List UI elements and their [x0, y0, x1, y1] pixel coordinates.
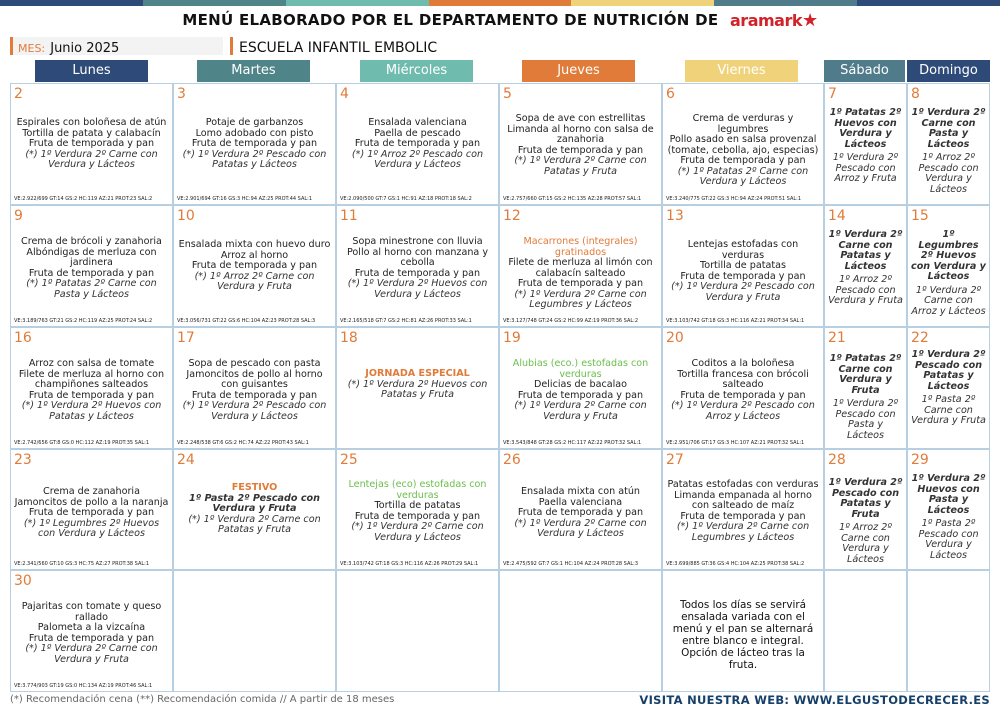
nutrition-info: VE:3.699/885 GT:36 GS:4 HC:104 AZ:25 PROT:38 SAL:2 — [666, 561, 805, 567]
day-cell — [10, 570, 173, 692]
dinner-recommendation: 1º Pasta 2º Carne con Verdura y Fruta — [911, 394, 986, 426]
menu-content — [911, 230, 986, 317]
dish: Pajaritas con tomate y queso rallado — [21, 601, 162, 623]
dish: Fruta de temporada y pan — [517, 507, 644, 518]
weekend-cell — [824, 327, 907, 449]
day-number: 21 — [828, 330, 846, 346]
nutrition-info: VE:2.248/538 GT:6 GS:2 HC:74 AZ:22 PROT:43 SAL:1 — [177, 440, 309, 446]
empty-cell — [336, 570, 499, 692]
day-cell — [10, 83, 173, 205]
dish: Fruta de temporada y pan — [680, 510, 806, 522]
nutrition-info: VE:2.475/592 GT:7 GS:1 HC:104 AZ:24 PROT:28 SAL:3 — [503, 561, 639, 567]
day-number: 8 — [911, 86, 920, 102]
day-number: 3 — [177, 86, 186, 102]
dish: Limanda empanada al horno con salteado de maíz — [674, 489, 812, 511]
dish: Paella valenciana — [538, 496, 623, 508]
menu-content — [14, 118, 169, 171]
day-cell — [173, 83, 336, 205]
dish: Fruta de temporada y pan — [680, 270, 806, 282]
menu-content — [177, 118, 332, 171]
dish: Albóndigas de merluza con jardinera — [26, 246, 157, 268]
day-cell — [173, 449, 336, 570]
weekend-cell — [907, 449, 990, 570]
day-header-jueves: Jueves — [522, 60, 635, 82]
nutrition-info: VE:3.056/731 GT:22 GS:6 HC:104 AZ:23 PROT:28 SAL:3 — [177, 318, 316, 324]
dish: Fruta de temporada y pan — [28, 389, 155, 401]
empty-cell — [907, 570, 990, 692]
menu-content — [340, 369, 495, 401]
day-cell — [662, 327, 824, 449]
menu-content — [828, 230, 903, 307]
weekend-cell — [907, 205, 990, 327]
day-header-domingo: Domingo — [907, 60, 990, 82]
dish: Filete de merluza al horno con champiñones salteados — [18, 368, 165, 390]
dish: Jamoncitos de pollo a la naranja — [14, 496, 169, 508]
top-color-bar — [0, 0, 1000, 6]
nutrition-info: VE:3.189/763 GT:21 GS:2 HC:119 AZ:25 PROT:24 SAL:2 — [14, 318, 153, 324]
dinner-recommendation: 1º Verdura 2º Pescado con Arroz y Fruta — [832, 152, 899, 184]
day-number: 14 — [828, 208, 846, 224]
day-cell — [10, 327, 173, 449]
day-cell — [499, 327, 662, 449]
dinner-recommendation: (*) 1º Verdura 2º Pescado con Verdura y Fruta — [671, 281, 815, 303]
dish: Tortilla de patatas — [374, 500, 461, 511]
day-cell — [662, 205, 824, 327]
dish: Crema de brócoli y zanahoria — [21, 236, 162, 247]
day-header-sabado: Sábado — [824, 60, 905, 82]
menu-content — [340, 237, 495, 300]
dinner-recommendation: (*) 1º Verdura 2º Carne con Verdura y Fruta — [25, 643, 158, 665]
day-number: 29 — [911, 452, 929, 468]
lunch-recommendation: 1º Verdura 2º Carne con Patatas y Lácteos — [828, 229, 903, 272]
lunch-recommendation: 1º Pasta 2º Pescado con Verdura y Fruta — [189, 492, 320, 514]
menu-content — [177, 483, 332, 536]
nutrition-info: VE:2.165/518 GT:7 GS:2 HC:81 AZ:26 PROT:33 SAL:1 — [340, 318, 472, 324]
dish: Arroz con salsa de tomate — [28, 358, 155, 369]
menu-content — [14, 359, 169, 422]
month-box — [10, 37, 223, 55]
day-number: 27 — [666, 452, 684, 468]
menu-content — [340, 118, 495, 171]
nutrition-info: VE:3.543/848 GT:28 GS:2 HC:117 AZ:22 PROT:32 SAL:1 — [503, 440, 642, 446]
menu-content — [503, 114, 658, 177]
weekend-cell — [907, 327, 990, 449]
dish: Delicias de bacalao — [533, 379, 628, 390]
dish: Crema de zanahoria — [43, 486, 140, 497]
nutrition-info: VE:2.742/656 GT:8 GS:0 HC:112 AZ:19 PROT:35 SAL:1 — [14, 440, 150, 446]
dish: Espirales con boloñesa de atún — [16, 117, 167, 128]
weekend-cell — [824, 83, 907, 205]
menu-content — [666, 359, 820, 422]
dish: Patatas estofadas con verduras — [667, 479, 819, 490]
nutrition-info: VE:2.757/660 GT:15 GS:2 HC:135 AZ:28 PROT:57 SAL:1 — [503, 196, 642, 202]
dinner-recommendation: (*) 1º Verdura 2º Carne con Patatas y Fruta — [188, 513, 321, 535]
day-number: 18 — [340, 330, 358, 346]
day-cell — [173, 205, 336, 327]
dinner-recommendation: 1º Pasta 2º Pescado con Verdura y Lácteos — [918, 518, 979, 561]
dish: Filete de merluza al limón con calabacín salteado — [508, 257, 653, 279]
day-number: 4 — [340, 86, 349, 102]
day-number: 28 — [828, 452, 846, 468]
dinner-recommendation: (*) 1º Verdura 2º Carne con Legumbres y Lácteos — [676, 521, 810, 543]
dish: Fruta de temporada y pan — [191, 260, 318, 271]
dinner-recommendation: (*) 1º Patatas 2º Carne con Pasta y Lácteos — [26, 278, 157, 300]
holiday-label: FESTIVO — [231, 482, 278, 493]
dinner-recommendation: (*) 1º Verdura 2º Huevos con Patatas y Lácteos — [21, 400, 162, 422]
dish: Ensalada mixta con huevo duro — [178, 239, 331, 250]
dinner-recommendation: 1º Verdura 2º Carne con Arroz y Lácteos — [911, 284, 986, 317]
day-cell — [662, 449, 824, 570]
day-header-martes: Martes — [197, 60, 310, 82]
day-number: 23 — [14, 452, 32, 468]
day-cell — [10, 449, 173, 570]
dish: Fruta de temporada y pan — [517, 389, 644, 401]
dish: Fruta de temporada y pan — [680, 389, 806, 401]
lunch-recommendation: 1º Patatas 2º Huevos con Verdura y Lácteos — [829, 107, 902, 150]
website-link[interactable]: VISITA NUESTRA WEB: WWW.ELGUSTODECRECER.ES — [639, 693, 990, 707]
menu-content — [828, 478, 903, 565]
day-cell — [10, 205, 173, 327]
day-number: 25 — [340, 452, 358, 468]
day-cell — [336, 205, 499, 327]
menu-content — [911, 350, 986, 427]
day-number: 2 — [14, 86, 23, 102]
dinner-recommendation: (*) 1º Verdura 2º Carne con Legumbres y Lácteos — [514, 288, 647, 310]
lunch-recommendation: 1º Verdura 2º Pescado con Patatas y Fruta — [828, 477, 903, 520]
dish-organic: Lentejas (eco) estofadas con verduras — [348, 479, 487, 501]
day-number: 7 — [828, 86, 837, 102]
dish: Paella de pescado — [374, 127, 461, 139]
dinner-recommendation: (*) 1º Verdura 2º Carne con Verdura y Lácteos — [25, 148, 158, 170]
day-number: 5 — [503, 86, 512, 102]
nutrition-info: VE:3.103/742 GT:18 GS:3 HC:116 AZ:21 PROT:34 SAL:1 — [666, 318, 805, 324]
menu-content — [177, 359, 332, 422]
dinner-recommendation: (*) 1º Verdura 2º Carne con Verdura y Lácteos — [514, 517, 647, 539]
dish: Fruta de temporada y pan — [28, 267, 155, 279]
nutrition-info: VE:3.240/775 GT:22 GS:3 HC:94 AZ:24 PROT:51 SAL:1 — [666, 196, 802, 202]
nutrition-info: VE:2.090/500 GT:7 GS:1 HC:91 AZ:18 PROT:18 SAL:2 — [340, 196, 472, 202]
school-box — [230, 37, 993, 55]
menu-content — [14, 237, 169, 300]
dinner-recommendation: (*) 1º Verdura 2º Huevos con Verdura y Lácteos — [347, 278, 488, 300]
empty-cell — [824, 570, 907, 692]
dish: Potaje de garbanzos — [205, 117, 304, 128]
menu-content — [14, 487, 169, 540]
dish: Pollo al horno con manzana y cebolla — [346, 246, 489, 268]
nutrition-info: VE:2.951/706 GT:17 GS:3 HC:107 AZ:21 PROT:32 SAL:1 — [666, 440, 805, 446]
dish: Lomo adobado con pisto — [195, 127, 314, 139]
dinner-recommendation: (*) 1º Verdura 2º Pescado con Verdura y Lácteos — [182, 400, 327, 422]
dinner-recommendation: (*) 1º Verdura 2º Pescado con Patatas y Lácteos — [182, 148, 327, 170]
menu-content — [911, 108, 986, 195]
month-value: Junio 2025 — [50, 41, 120, 56]
menu-content — [503, 359, 658, 422]
dinner-recommendation: (*) 1º Legumbres 2º Huevos con Verdura y Lácteos — [23, 517, 160, 539]
dish: Limanda al horno con salsa de zanahoria — [507, 123, 654, 145]
dish: Fruta de temporada y pan — [28, 632, 155, 644]
day-number: 26 — [503, 452, 521, 468]
weekend-cell — [824, 205, 907, 327]
dish: Tortilla de patatas — [699, 260, 787, 271]
lunch-recommendation: 1º Legumbres 2º Huevos con Verdura y Lácteos — [911, 229, 986, 282]
weekend-cell — [907, 83, 990, 205]
lunch-recommendation: 1º Patatas 2º Carne con Verdura y Fruta — [829, 353, 902, 396]
dish: Fruta de temporada y pan — [354, 138, 481, 149]
menu-content — [666, 114, 820, 188]
dinner-recommendation: (*) 1º Verdura 2º Carne con Patatas y Fruta — [514, 155, 647, 177]
day-number: 19 — [503, 330, 521, 346]
day-cell — [336, 327, 499, 449]
dish: Coditos a la boloñesa — [691, 358, 795, 369]
dinner-recommendation: (*) 1º Arroz 2º Carne con Verdura y Fruta — [194, 270, 315, 292]
day-cell — [336, 83, 499, 205]
dish: Fruta de temporada y pan — [354, 510, 481, 522]
dish: Ensalada mixta con atún — [520, 486, 641, 497]
aramark-logo: aramark★ — [730, 10, 818, 31]
dish: Jamoncitos de pollo al horno con guisantes — [186, 368, 323, 390]
empty-cell — [173, 570, 336, 692]
day-header-lunes: Lunes — [35, 60, 148, 82]
page-title: MENÚ ELABORADO POR EL DEPARTAMENTO DE NUTRICIÓN DE aramark★ — [182, 10, 818, 31]
lunch-recommendation: 1º Verdura 2º Carne con Pasta y Lácteos — [911, 107, 986, 150]
lunch-recommendation: 1º Verdura 2º Huevos con Pasta y Lácteos — [911, 473, 986, 516]
dish: Fruta de temporada y pan — [680, 155, 806, 166]
day-number: 20 — [666, 330, 684, 346]
dinner-recommendation: (*) 1º Verdura 2º Pescado con Arroz y Lácteos — [671, 400, 815, 422]
menu-content — [828, 354, 903, 441]
day-cell — [499, 205, 662, 327]
day-number: 13 — [666, 208, 684, 224]
menu-content — [14, 602, 169, 665]
dinner-recommendation: (*) 1º Arroz 2º Pescado con Verdura y Lácteos — [351, 148, 484, 170]
day-header-miercoles: Miércoles — [360, 60, 473, 82]
nutrition-info: VE:3.127/748 GT:24 GS:2 HC:99 AZ:19 PROT:36 SAL:2 — [503, 318, 639, 324]
menu-content — [666, 480, 820, 543]
dinner-recommendation: 1º Verdura 2º Pescado con Pasta y Lácteos — [832, 398, 899, 441]
day-cell — [499, 83, 662, 205]
dish: Sopa de ave con estrellitas — [515, 113, 646, 124]
dish: Ensalada valenciana — [368, 117, 467, 128]
day-header-viernes: Viernes — [685, 60, 798, 82]
day-number: 10 — [177, 208, 195, 224]
dinner-recommendation: (*) 1º Patatas 2º Carne con Verdura y Lácteos — [677, 165, 809, 187]
dinner-recommendation: 1º Arroz 2º Pescado con Verdura y Fruta — [828, 274, 903, 306]
day-number: 6 — [666, 86, 675, 102]
day-cell — [173, 327, 336, 449]
lunch-recommendation: 1º Verdura 2º Pescado con Patatas y Lácteos — [911, 349, 986, 392]
month-label: MES: — [18, 42, 46, 55]
dish: Fruta de temporada y pan — [28, 507, 155, 518]
dish-organic: Alubias (eco.) estofadas con verduras — [512, 358, 649, 380]
day-number: 11 — [340, 208, 358, 224]
day-number: 15 — [911, 208, 929, 224]
dish: Fruta de temporada y pan — [191, 138, 318, 149]
dinner-recommendation: (*) 1º Verdura 2º Huevos con Patatas y Fruta — [347, 378, 488, 400]
day-cell — [499, 449, 662, 570]
menu-content — [503, 487, 658, 540]
day-cell — [662, 83, 824, 205]
dish: Fruta de temporada y pan — [191, 389, 318, 401]
nutrition-info: VE:2.922/699 GT:14 GS:2 HC:119 AZ:21 PROT:23 SAL:2 — [14, 196, 153, 202]
special-day-label: JORNADA ESPECIAL — [365, 368, 470, 379]
dinner-recommendation: 1º Arroz 2º Pescado con Verdura y Lácteos — [918, 152, 979, 195]
dinner-recommendation: (*) 1º Verdura 2º Carne con Verdura y Lácteos — [351, 521, 484, 543]
day-number: 30 — [14, 573, 32, 589]
dish: Sopa de pescado con pasta — [188, 358, 321, 369]
dish: Pollo asado en salsa provenzal (tomate, cebolla, ajo, especias) — [667, 134, 819, 156]
day-number: 24 — [177, 452, 195, 468]
dish: Crema de verduras y legumbres — [692, 113, 794, 135]
dish: Tortilla de patata y calabacín — [22, 127, 161, 139]
dish: Arroz al horno — [220, 249, 289, 261]
menu-content — [503, 237, 658, 311]
dish: Palometa a la vizcaína — [37, 622, 146, 633]
dish: Fruta de temporada y pan — [517, 144, 644, 156]
dish: Fruta de temporada y pan — [354, 267, 481, 279]
info-text: Todos los días se servirá ensalada variada con el menú y el pan se alternará entre blanco e integral. Opción de lácteo tras la fruta. — [672, 599, 814, 671]
day-number: 16 — [14, 330, 32, 346]
day-number: 12 — [503, 208, 521, 224]
weekend-cell — [824, 449, 907, 570]
menu-content — [666, 240, 820, 303]
dish-organic: Macarrones (integrales) gratinados — [523, 236, 638, 258]
empty-cell — [499, 570, 662, 692]
day-cell — [336, 449, 499, 570]
nutrition-info: VE:3.103/742 GT:18 GS:3 HC:116 AZ:26 PROT:29 SAL:1 — [340, 561, 479, 567]
day-number: 17 — [177, 330, 195, 346]
school-name: ESCUELA INFANTIL EMBOLIC — [239, 40, 438, 56]
nutrition-info: VE:2.901/694 GT:16 GS:3 HC:94 AZ:25 PROT:44 SAL:1 — [177, 196, 313, 202]
dish: Fruta de temporada y pan — [28, 138, 155, 149]
menu-content — [911, 474, 986, 561]
dish: Sopa minestrone con lluvia — [352, 236, 483, 247]
dish: Lentejas estofadas con verduras — [687, 239, 799, 261]
dish: Fruta de temporada y pan — [517, 278, 644, 289]
day-number: 9 — [14, 208, 23, 224]
menu-content — [340, 480, 495, 543]
dish: Tortilla francesa con brócoli salteado — [677, 368, 809, 390]
menu-content — [828, 108, 903, 185]
day-number: 22 — [911, 330, 929, 346]
dinner-recommendation: (*) 1º Verdura 2º Carne con Verdura y Fruta — [514, 400, 647, 422]
nutrition-info: VE:2.341/560 GT:10 GS:3 HC:75 AZ:27 PROT:38 SAL:1 — [14, 561, 150, 567]
footnote: (*) Recomendación cena (**) Recomendación comida // A partir de 18 meses — [10, 694, 395, 705]
dinner-recommendation: 1º Arroz 2º Carne con Verdura y Lácteos — [839, 522, 892, 565]
info-cell — [662, 570, 824, 692]
menu-content — [177, 240, 332, 293]
nutrition-info: VE:3.774/903 GT:19 GS:0 HC:134 AZ:19 PROT:46 SAL:1 — [14, 683, 153, 689]
